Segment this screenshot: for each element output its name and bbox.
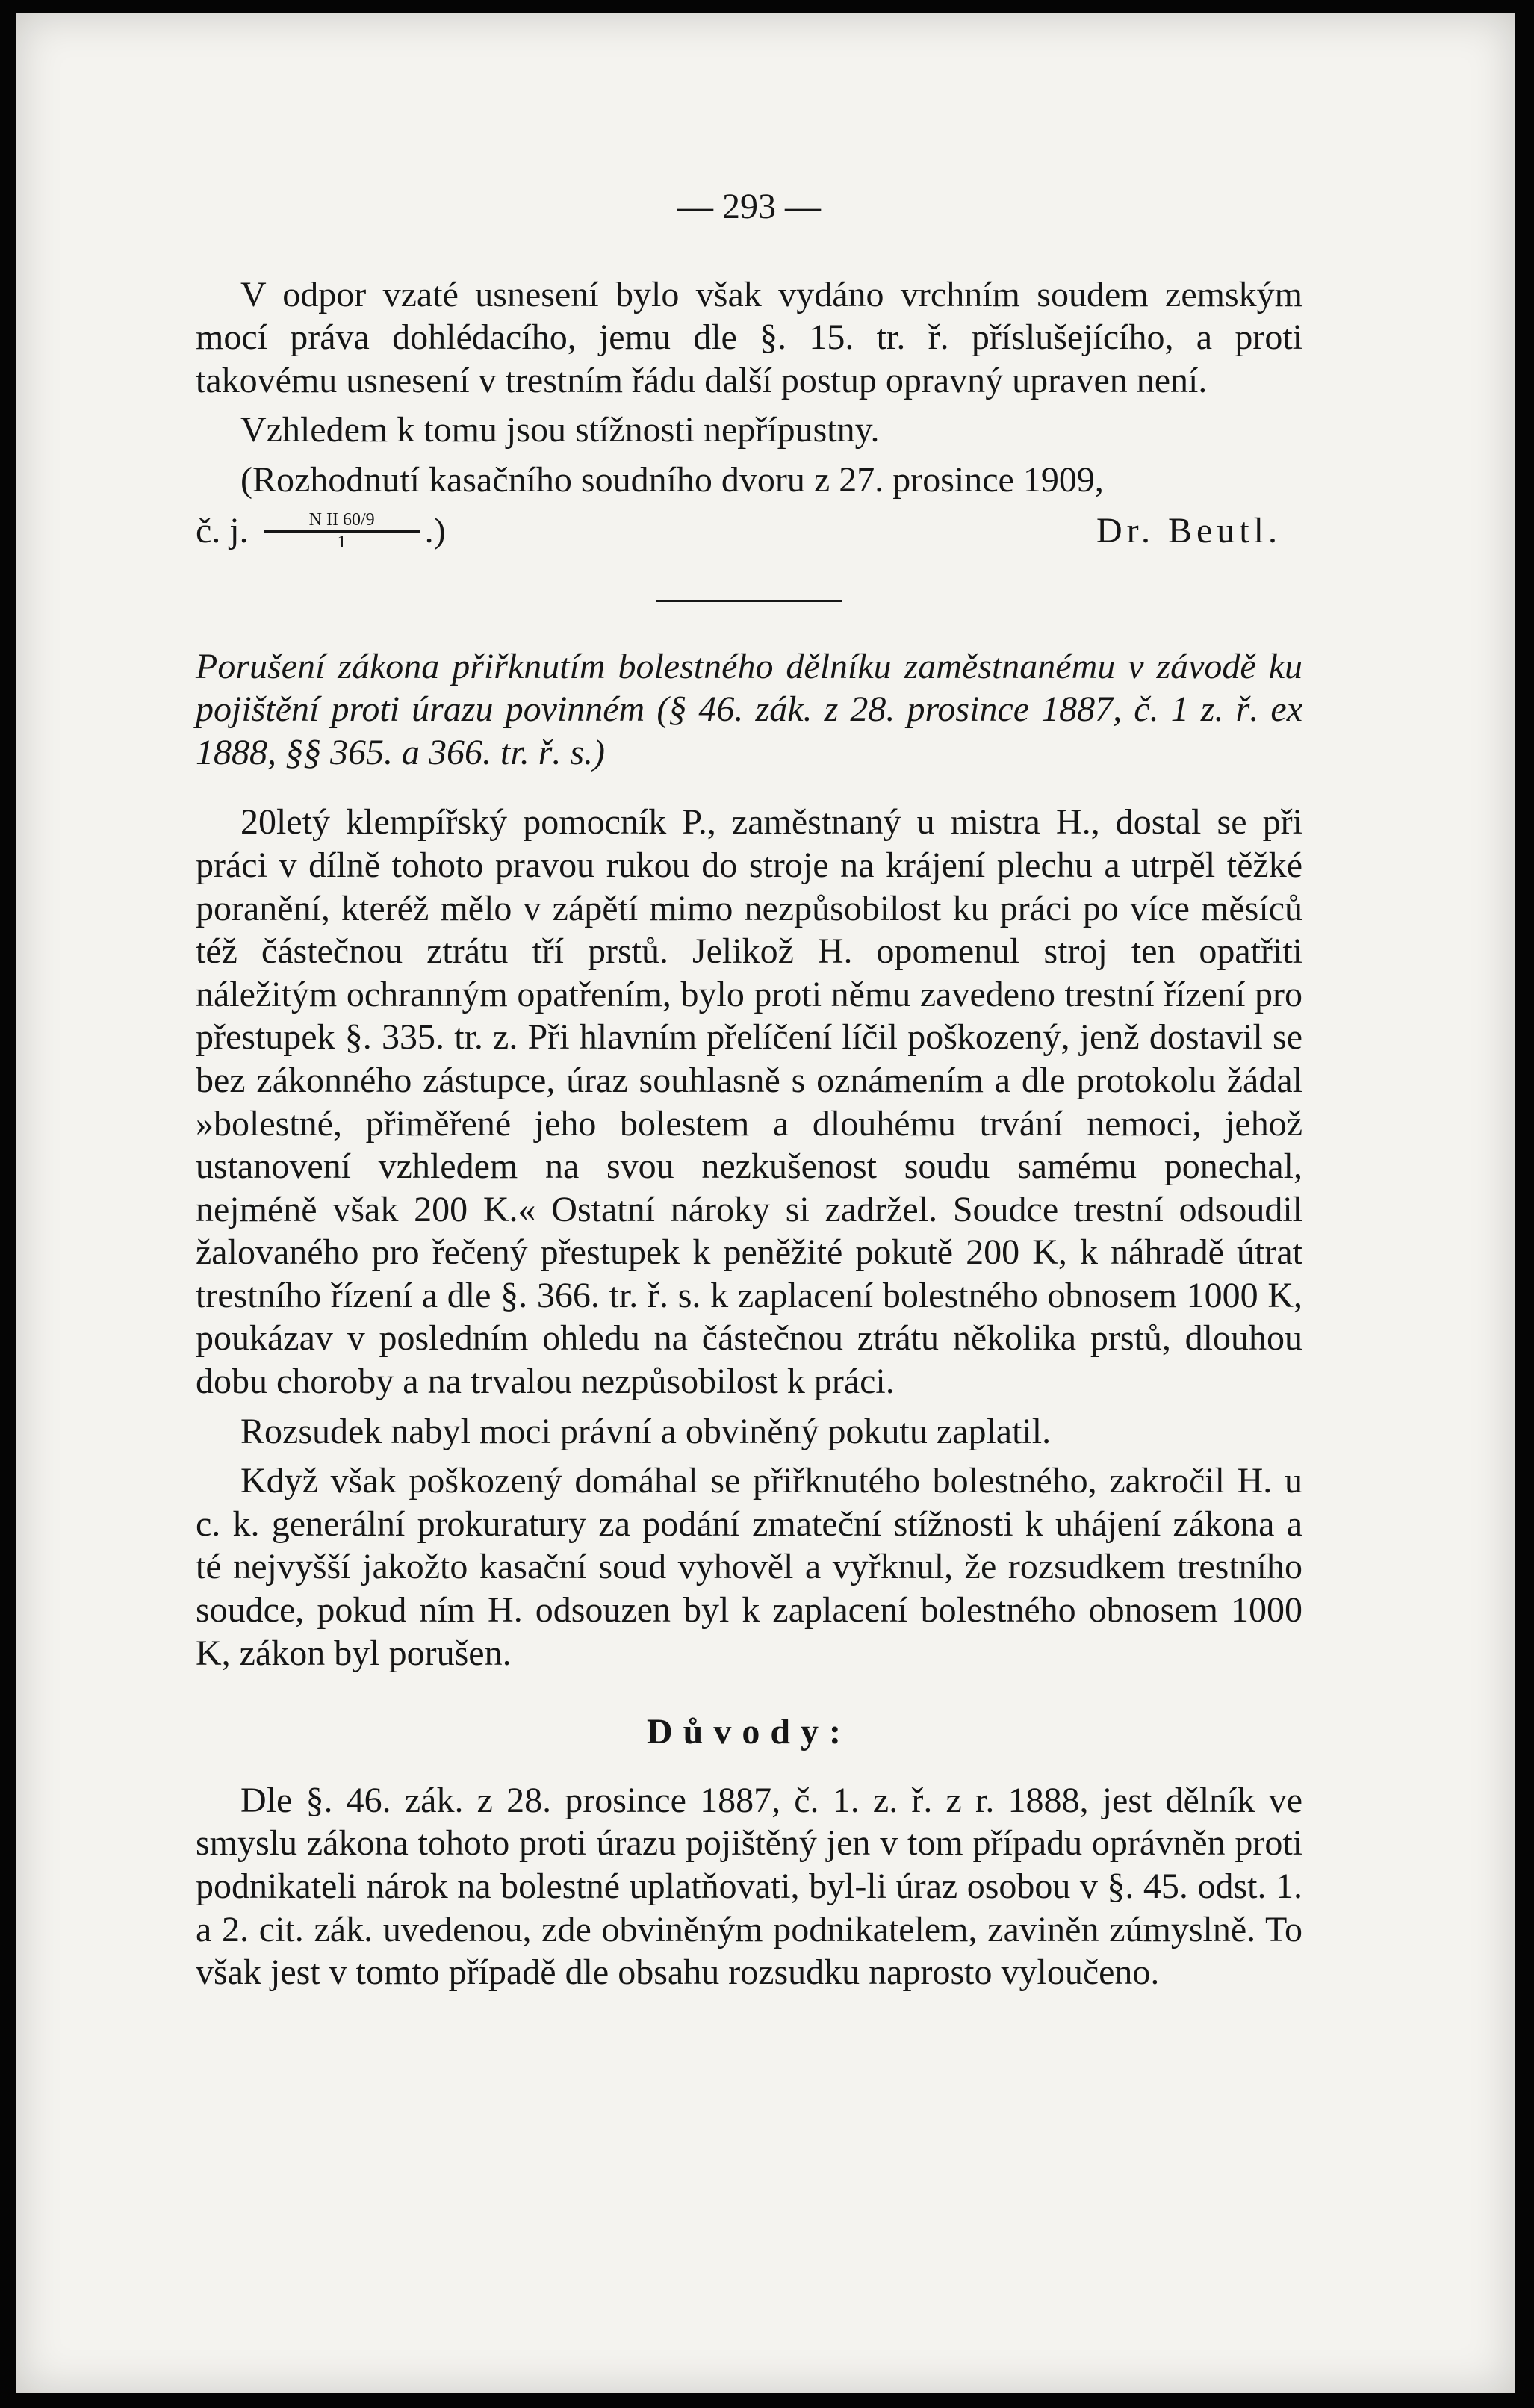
reference-prefix: č. j. bbox=[196, 510, 249, 550]
reference-fraction bbox=[264, 509, 420, 552]
page-number: — 293 — bbox=[677, 187, 821, 226]
case-reference-line bbox=[196, 509, 1302, 553]
judge-name: Dr. Beutl. bbox=[1096, 510, 1282, 550]
scanned-page bbox=[16, 13, 1515, 2393]
paragraph-appeal: V odpor vzaté usnesení bylo však vydáno vrchním soudem zemským mocí práva dohlédacího, jemu dle §. 15. tr. ř. příslušejícího, a proti takovému usnesení v trestním řádu další postup opravný upraven není. bbox=[196, 274, 1302, 400]
paragraph-inadmissible: Vzhledem k tomu jsou stížnosti nepřípustny. bbox=[240, 410, 880, 450]
case-heading: Porušení zákona přiřknutím bolestného dělníku zaměstnanému v závodě ku pojištění proti úrazu povinném (§ 46. zák. z 28. prosince 1887, č. 1 z. ř. ex 1888, §§ 365. a 366. tr. ř. s.) bbox=[196, 646, 1302, 772]
paragraph-decision-citation: (Rozhodnutí kasačního soudního dvoru z 27. prosince 1909, bbox=[240, 459, 1104, 500]
section-divider bbox=[656, 600, 842, 602]
reasons-heading: Důvody: bbox=[646, 1712, 852, 1752]
paragraph-judgment-final: Rozsudek nabyl moci právní a obviněný pokutu zaplatil. bbox=[240, 1411, 1052, 1451]
paragraph-cassation: Když však poškozený domáhal se přiřknutého bolestného, zakročil H. u c. k. generální prokuratury za podání zmateční stížnosti k uhájení zákona a té nejvyšší jakožto kasační soud vyhověl a vyřknul, že rozsudkem trestního soudce, pokud ním H. odsouzen byl k zaplacení bolestného obnosem 1000 K, zákon byl porušen. bbox=[196, 1461, 1302, 1673]
paragraph-case-facts: 20letý klempířský pomocník P., zaměstnaný u mistra H., dostal se při práci v dílně tohoto pravou rukou do stroje na krájení plechu a utrpěl těžké poranění, kteréž mělo v zápětí mimo nezpůsobilost ku práci po více měsíců též částečnou ztrátu tří prstů. Jelikož H. opomenul stroj ten opatřiti náležitým ochranným opatřením, bylo proti němu zavedeno trestní řízení pro přestupek §. 335. tr. z. Při hlavním přelíčení líčil poškozený, jenž dostavil se bez zákonného zástupce, úraz souhlasně s oznámením a dle protokolu žádal »bolestné, přiměřené jeho bolestem a dlouhému trvání nemoci, jehož ustanovení vzhledem na svou nezkušenost soudu samému ponechal, nejméně však 200 K.« Ostatní nároky si zadržel. Soudce trestní odsoudil žalovaného pro řečený přestupek k peněžité pokutě 200 K, k náhradě útrat trestního řízení a dle §. 366. tr. ř. s. k zaplacení bolestného obnosem 1000 K, poukázav v posledním ohledu na částečnou ztrátu několika prstů, dlouhou dobu choroby a na trvalou nezpůsobilost k práci. bbox=[196, 802, 1302, 1402]
reference-numerator: N II 60/9 bbox=[308, 510, 375, 530]
reference-denominator: 1 bbox=[337, 533, 347, 553]
page-content bbox=[196, 185, 1302, 2001]
reference-suffix: .) bbox=[424, 510, 446, 550]
paragraph-reasons: Dle §. 46. zák. z 28. prosince 1887, č. 1. z. ř. z r. 1888, jest dělník ve smyslu zákona tohoto proti úrazu pojištěný jen v tom případu oprávněn proti podnikateli nárok na bolestné uplatňovati, byl-li úraz osobou v §. 45. odst. 1. a 2. cit. zák. uvedenou, zde obviněným podnikatelem, zaviněn zúmyslně. To však jest v tomto případě dle obsahu rozsudku naprosto vyloučeno. bbox=[196, 1780, 1302, 1993]
